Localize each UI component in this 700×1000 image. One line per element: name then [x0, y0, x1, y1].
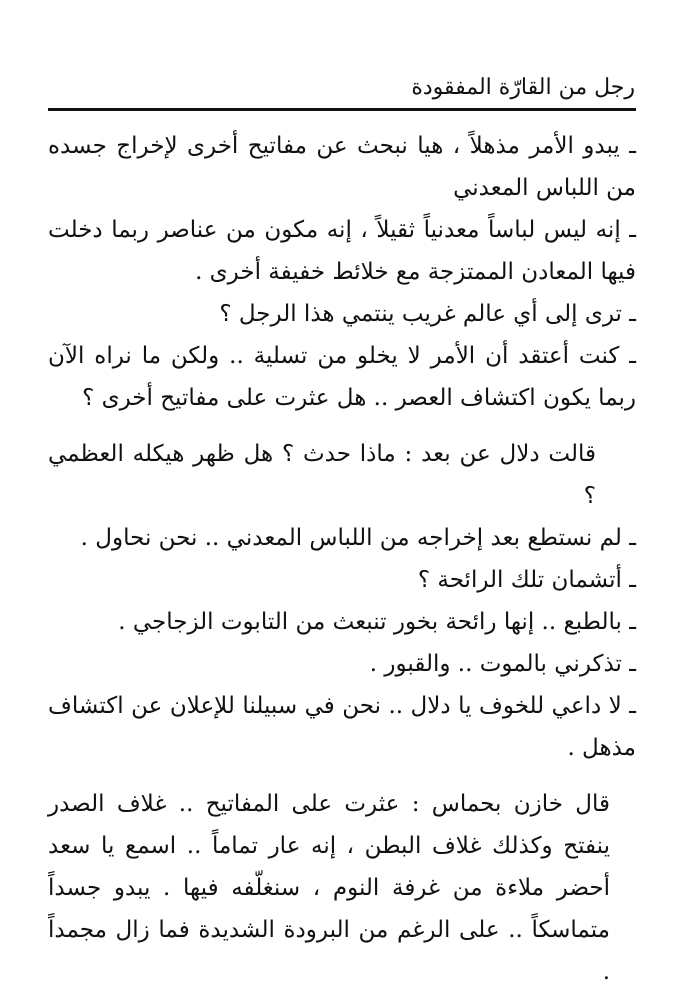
paragraph: قال خازن بحماس : عثرت على المفاتيح .. غلاف الصدر ينفتح وكذلك غلاف البطن ، إنه عار تماماً .. اسمع يا سعد أحضر ملاءة من غرفة النوم ، سنغلّفه فيها . يبدو جسداً متماسكاً .. على الرغم من البرودة الشديدة فما زال مجمداً .	[48, 791, 610, 985]
page-body	[48, 125, 636, 993]
paragraph: ـ ترى إلى أي عالم غريب ينتمي هذا الرجل ؟	[219, 301, 636, 327]
paragraph: ـ تذكرني بالموت .. والقبور .	[369, 651, 636, 677]
header-divider	[48, 108, 636, 111]
paragraph: ـ كنت أعتقد أن الأمر لا يخلو من تسلية .. ولكن ما نراه الآن ربما يكون اكتشاف العصر .. هل عثرت على مفاتيح أخرى ؟	[48, 343, 636, 411]
paragraph: ـ إنه ليس لباساً معدنياً ثقيلاً ، إنه مكون من عناصر ربما دخلت فيها المعادن الممتزجة مع خلائط خفيفة أخرى .	[48, 217, 636, 285]
paragraph: ـ أتشمان تلك الرائحة ؟	[417, 567, 636, 593]
paragraph: قالت دلال عن بعد : ماذا حدث ؟ هل ظهر هيكله العظمي ؟	[48, 441, 596, 509]
paragraph: ـ لا داعي للخوف يا دلال .. نحن في سبيلنا للإعلان عن اكتشاف مذهل .	[48, 693, 636, 761]
paragraph: ـ بالطبع .. إنها رائحة بخور تنبعث من التابوت الزجاجي .	[118, 609, 636, 635]
paragraph: ـ لم نستطع بعد إخراجه من اللباس المعدني .. نحن نحاول .	[80, 525, 636, 551]
paragraph: ـ يبدو الأمر مذهلاً ، هيا نبحث عن مفاتيح أخرى لإخراج جسده من اللباس المعدني	[48, 133, 636, 201]
running-header: رجل من القارّة المفقودة	[411, 75, 635, 100]
